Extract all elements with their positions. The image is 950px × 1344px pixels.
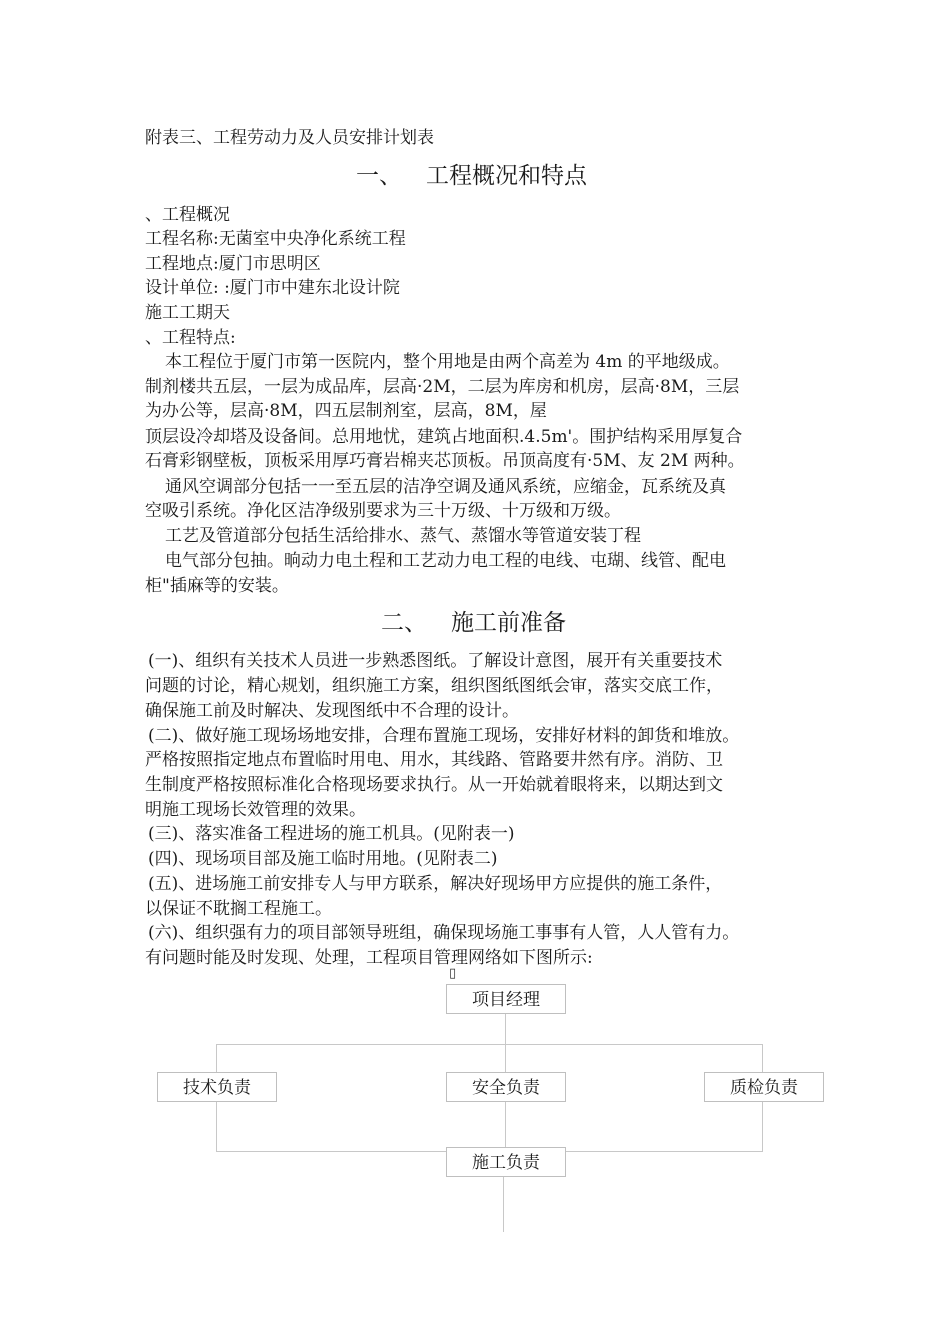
section-1-line: 制剂楼共五层，一层为成品库，层高·2M，二层为库房和机房，层高·8M，三层 bbox=[145, 377, 740, 397]
org-box-construction: 施工负责 bbox=[446, 1147, 566, 1177]
section-2-line: 生制度严格按照标准化合格现场要求执行。从一开始就着眼将来，以期达到文 bbox=[145, 775, 723, 795]
section-1-heading bbox=[356, 162, 587, 190]
connector-middle-lower bbox=[505, 1102, 506, 1147]
section-1-line: 柜"插麻等的安装。 bbox=[145, 576, 289, 596]
section-2-line: (二)、做好施工现场场地安排，合理布置施工现场，安排好材料的卸货和堆放。 bbox=[148, 726, 740, 746]
section-2-line: (六)、组织强有力的项目部领导班组，确保现场施工事事有人管，人人管有力。 bbox=[148, 923, 740, 943]
section-1-line: 通风空调部分包括一一至五层的洁净空调及通风系统，应缩金，瓦系统及真 bbox=[165, 477, 726, 497]
section-1-number: 一、 bbox=[356, 163, 402, 189]
section-1-line: 工艺及管道部分包括生活给排水、蒸气、蒸馏水等管道安装丁程 bbox=[165, 526, 641, 546]
connector-right-down bbox=[762, 1044, 763, 1072]
section-1-line: 施工工期天 bbox=[145, 303, 230, 323]
section-2-line: 有问题时能及时发现、处理，工程项目管理网络如下图所示: bbox=[145, 948, 593, 968]
section-1-line: 、工程特点: bbox=[145, 328, 236, 348]
section-2-line: 严格按照指定地点布置临时用电、用水，其线路、管路要井然有序。消防、卫 bbox=[145, 750, 723, 770]
connector-left-down bbox=[216, 1044, 217, 1072]
connector-bottom-tail bbox=[503, 1177, 504, 1232]
section-2-line: (三)、落实准备工程进场的施工机具。(见附表一) bbox=[148, 824, 515, 844]
stray-glyph: ▯ bbox=[449, 966, 457, 981]
section-1-line: 设计单位: :厦门市中建东北设计院 bbox=[145, 278, 400, 298]
connector-middle-down bbox=[505, 1044, 506, 1072]
section-2-line: (五)、进场施工前安排专人与甲方联系，解决好现场甲方应提供的施工条件， bbox=[148, 874, 723, 894]
connector-top-vertical bbox=[505, 1014, 506, 1044]
section-1-line: 为办公等，层高·8M，四五层制剂室，层高，8M，屋 bbox=[145, 401, 547, 421]
section-1-title: 工程概况和特点 bbox=[426, 163, 587, 189]
section-2-line: 确保施工前及时解决、发现图纸中不合理的设计。 bbox=[145, 701, 519, 721]
section-1-line: 顶层设冷却塔及设备间。总用地忧，建筑占地面积.4.5m'。围护结构采用厚复合 bbox=[145, 427, 743, 447]
connector-bottom-right bbox=[565, 1151, 763, 1152]
org-box-safety: 安全负责 bbox=[446, 1072, 566, 1102]
section-2-line: 问题的讨论，精心规划，组织施工方案，组织图纸图纸会审，落实交底工作， bbox=[145, 676, 723, 696]
section-1-line: 本工程位于厦门市第一医院内，整个用地是由两个高差为 4m 的平地级成。 bbox=[165, 352, 730, 372]
org-box-technical: 技术负责 bbox=[157, 1072, 277, 1102]
org-box-project-manager: 项目经理 bbox=[446, 984, 566, 1014]
section-2-line: 明施工现场长效管理的效果。 bbox=[145, 800, 366, 820]
section-2-heading bbox=[381, 609, 566, 637]
section-1-line: 电气部分包抽。晌动力电土程和工艺动力电工程的电线、屯瑚、线管、配电 bbox=[165, 551, 726, 571]
section-2-line: (一)、组织有关技术人员进一步熟悉图纸。了解设计意图，展开有关重要技术 bbox=[148, 651, 723, 671]
section-2-line: (四)、现场项目部及施工临时用地。(见附表二) bbox=[148, 849, 498, 869]
section-2-number: 二、 bbox=[381, 610, 427, 636]
connector-right-lower bbox=[762, 1102, 763, 1152]
section-1-line: 工程地点:厦门市思明区 bbox=[145, 254, 321, 274]
section-2-line: 以保证不耽搁工程施工。 bbox=[145, 899, 332, 919]
section-1-line: 石膏彩钢壁板，顶板采用厚巧膏岩棉夹芯顶板。吊顶高度有·5M、友 2M 两种。 bbox=[145, 451, 745, 471]
section-1-line: 、工程概况 bbox=[145, 205, 230, 225]
connector-left-lower bbox=[216, 1102, 217, 1152]
connector-bottom-left bbox=[216, 1151, 446, 1152]
appendix-title: 附表三、工程劳动力及人员安排计划表 bbox=[145, 128, 434, 148]
section-1-line: 空吸引系统。净化区洁净级别要求为三十万级、十万级和万级。 bbox=[145, 501, 621, 521]
connector-horizontal-upper bbox=[216, 1044, 762, 1045]
org-box-quality: 质检负责 bbox=[704, 1072, 824, 1102]
section-2-title: 施工前准备 bbox=[451, 610, 566, 636]
section-1-line: 工程名称:无菌室中央净化系统工程 bbox=[145, 229, 406, 249]
